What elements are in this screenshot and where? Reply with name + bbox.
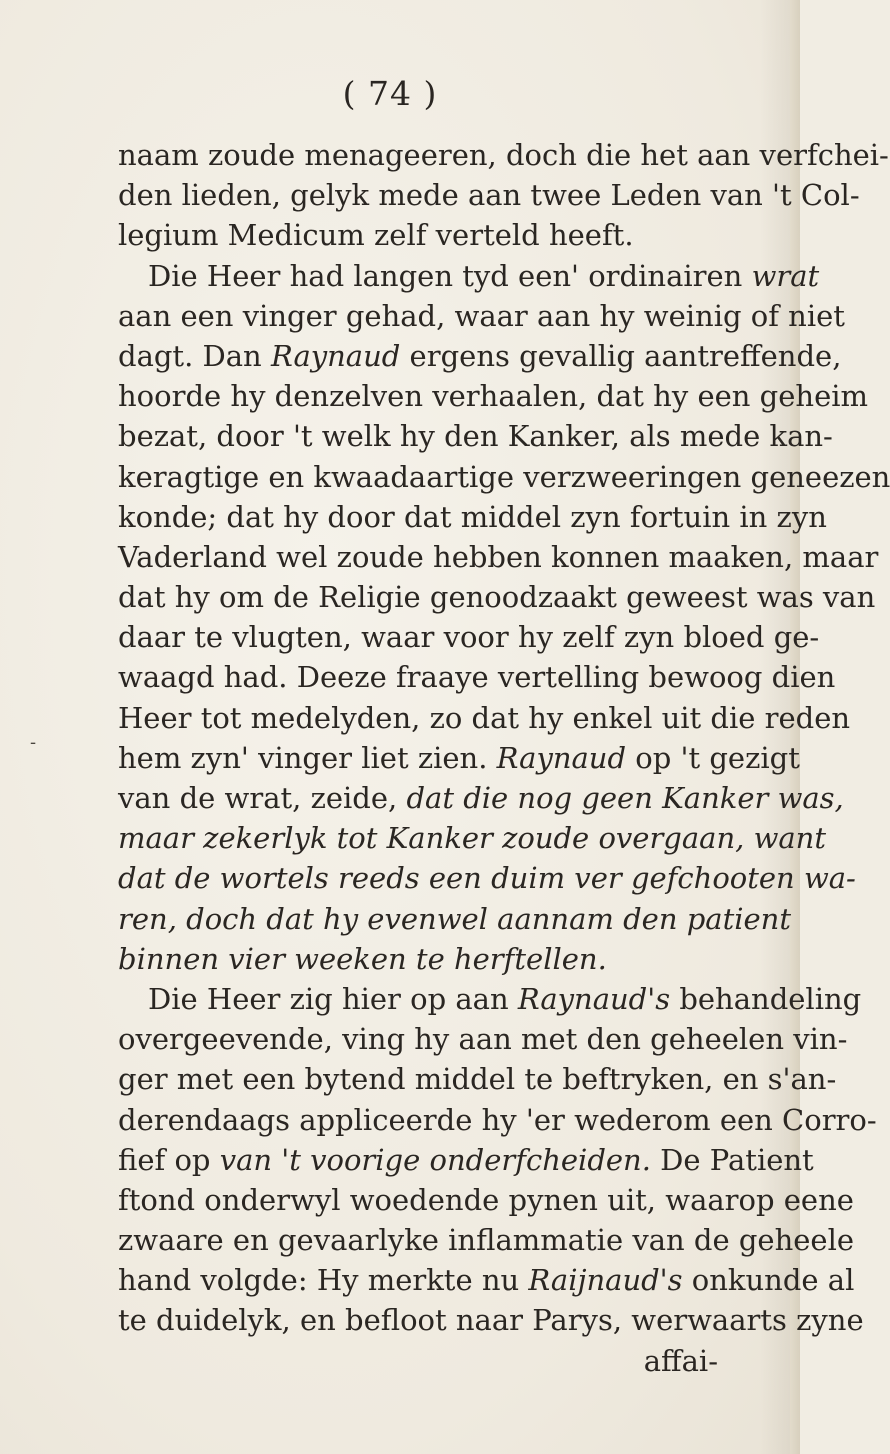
text-segment: Die Heer zig hier op aan	[148, 981, 518, 1016]
text-line	[118, 1180, 854, 1220]
text-line	[118, 296, 845, 336]
italic-text: Raynaud's	[517, 981, 671, 1016]
text-line	[118, 738, 800, 778]
text-line	[118, 1140, 814, 1180]
text-segment: legium Medicum zelf verteld heeft.	[118, 218, 634, 253]
text-segment: overgeevende, ving hy aan met den geheelen vin-	[118, 1022, 848, 1057]
text-segment: hoorde hy denzelven verhaalen, dat hy een geheim	[118, 379, 869, 414]
body-text	[118, 135, 890, 1381]
italic-text: binnen vier weeken te herftellen.	[118, 941, 607, 976]
text-line	[118, 577, 876, 617]
text-segment: dat hy om de Religie genoodzaakt geweest was van	[118, 580, 876, 615]
text-line	[118, 215, 758, 255]
text-segment: derendaags appliceerde hy 'er wederom een Corro-	[118, 1102, 877, 1137]
text-segment: keragtige en kwaadaartige verzweeringen geneezen	[118, 459, 890, 494]
text-line	[118, 899, 792, 939]
text-line	[118, 617, 820, 657]
text-line	[118, 497, 827, 537]
text-segment: den lieden, gelyk mede aan twee Leden van 't Col-	[118, 178, 860, 213]
text-line	[118, 1059, 837, 1099]
text-line	[118, 979, 862, 1019]
italic-text: dat de wortels reeds een duim ver gefchooten wa-	[118, 861, 856, 896]
text-segment: onkunde al	[682, 1263, 855, 1298]
text-line	[118, 175, 860, 215]
text-line	[118, 818, 827, 858]
text-segment: aan een vinger gehad, waar aan hy weinig of niet	[118, 298, 845, 333]
text-segment: dagt. Dan	[118, 338, 271, 373]
text-line	[118, 1220, 855, 1260]
text-line	[118, 336, 842, 376]
text-segment: behandeling	[670, 981, 862, 1016]
text-segment: bezat, door 't welk hy den Kanker, als mede kan-	[118, 419, 833, 454]
text-line	[118, 1300, 864, 1340]
text-line	[118, 1019, 848, 1059]
italic-text: ren, doch dat hy evenwel aannam den patient	[118, 901, 792, 936]
text-segment: van de wrat, zeide,	[118, 781, 407, 815]
text-segment: De Patient	[650, 1142, 814, 1177]
italic-text: Raijnaud's	[528, 1263, 683, 1298]
text-line	[118, 778, 844, 818]
text-line	[118, 657, 836, 697]
text-line	[118, 939, 758, 979]
text-segment: ger met een bytend middel te beftryken, en s'an-	[118, 1062, 837, 1097]
italic-text: Raynaud	[270, 338, 401, 373]
text-segment: Vaderland wel zoude hebben konnen maaken, maar	[118, 539, 879, 574]
text-segment: te duidelyk, en befloot naar Parys, werwaarts zyne	[118, 1303, 864, 1338]
text-segment: hem zyn' vinger liet zien.	[118, 740, 497, 775]
text-segment: Heer tot medelyden, zo dat hy enkel uit die reden	[118, 700, 851, 735]
text-segment: naam zoude menageeren, doch die het aan verfchei-	[118, 138, 889, 172]
text-segment: waagd had. Deeze fraaye vertelling bewoog dien	[118, 660, 836, 695]
italic-text: wrat	[751, 258, 820, 293]
margin-mark: -	[30, 732, 37, 753]
text-line	[118, 858, 856, 898]
text-line	[118, 698, 851, 738]
text-segment: op 't gezigt	[626, 740, 800, 775]
text-segment: hand volgde: Hy merkte nu	[118, 1263, 529, 1298]
text-line	[118, 376, 869, 416]
text-line	[118, 135, 889, 175]
catchword	[118, 1341, 758, 1381]
page-header: ( 74 )	[342, 74, 438, 113]
text-line	[118, 1260, 855, 1300]
text-line	[118, 1100, 877, 1140]
text-segment: konde; dat hy door dat middel zyn fortuin in zyn	[118, 499, 827, 534]
text-segment: affai-	[643, 1343, 718, 1378]
text-segment: ftond onderwyl woedende pynen uit, waarop eene	[118, 1182, 854, 1217]
text-line	[118, 416, 833, 456]
text-segment: zwaare en gevaarlyke inflammatie van de geheele	[118, 1223, 855, 1258]
text-segment: ergens gevallig aantreffende,	[400, 338, 842, 373]
text-line	[118, 537, 879, 577]
italic-text: Raynaud	[496, 740, 627, 775]
text-segment: daar te vlugten, waar voor hy zelf zyn bloed ge-	[118, 620, 820, 655]
text-segment: Die Heer had langen tyd een' ordinairen	[148, 258, 752, 293]
text-line	[118, 256, 820, 296]
text-segment: fief op	[118, 1142, 220, 1177]
italic-text: maar zekerlyk tot Kanker zoude overgaan, want	[118, 821, 827, 856]
text-line	[118, 457, 890, 497]
italic-text: dat die nog geen Kanker was,	[406, 781, 844, 815]
italic-text: van 't voorige onderfcheiden.	[219, 1142, 651, 1177]
